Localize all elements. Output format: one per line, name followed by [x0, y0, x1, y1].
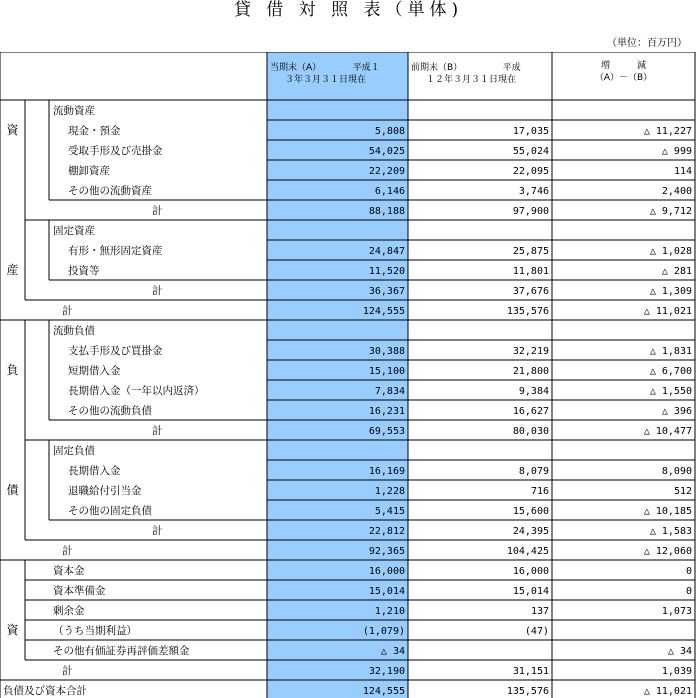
previous-value: 24,395	[512, 526, 549, 537]
previous-value: 3,746	[518, 186, 549, 197]
row-label: 長期借入金（一年以内返済）	[68, 385, 205, 397]
previous-value: 21,800	[512, 366, 549, 377]
row-label: 支払手形及び買掛金	[68, 345, 163, 357]
change-value: △ 281	[661, 266, 692, 277]
current-value: 36,367	[368, 286, 405, 297]
current-value: 32,190	[368, 666, 405, 677]
change-value: △ 1,583	[649, 526, 692, 537]
header-change: （A）－（B）	[594, 73, 653, 83]
previous-value: 55,024	[512, 146, 549, 157]
current-value: 54,025	[368, 146, 405, 157]
previous-value: 135,576	[506, 306, 549, 317]
change-value: △ 6,700	[649, 366, 692, 377]
change-value: 1,073	[661, 606, 692, 617]
row-label: その他の流動負債	[68, 405, 152, 417]
row-label: 流動資産	[53, 105, 95, 117]
change-value: 1,039	[661, 666, 692, 677]
current-value: 5,415	[374, 506, 405, 517]
change-value: 8,090	[661, 466, 692, 477]
change-value: 2,400	[661, 186, 692, 197]
balance-sheet-table	[0, 52, 696, 698]
change-value: △ 11,227	[643, 126, 692, 137]
current-value: 30,388	[368, 346, 405, 357]
previous-value: 17,035	[512, 126, 549, 137]
current-value: 16,169	[368, 466, 405, 477]
current-value: 5,808	[374, 126, 405, 137]
change-value: △ 11,021	[643, 686, 692, 697]
row-label: 剰余金	[53, 605, 85, 617]
current-value: △ 34	[380, 646, 405, 657]
change-value: △ 10,185	[643, 506, 692, 517]
change-value: △ 1,831	[649, 346, 692, 357]
row-label: 長期借入金	[68, 465, 121, 477]
row-label: 受取手形及び売掛金	[68, 145, 163, 157]
row-label: 退職給付引当金	[68, 485, 142, 497]
row-label: 負債及び資本合計	[3, 685, 87, 697]
row-label: 計	[62, 305, 73, 317]
current-value: 16,000	[368, 566, 405, 577]
section-side-label: 資	[6, 123, 19, 137]
previous-value: 16,627	[512, 406, 549, 417]
row-label: 計	[152, 425, 163, 437]
header-change: 増 減	[600, 61, 647, 71]
change-value: △ 396	[661, 406, 692, 417]
row-label: その他の流動資産	[68, 185, 152, 197]
previous-value: 22,095	[512, 166, 549, 177]
current-value: 1,210	[374, 606, 405, 617]
section-side-label: 負	[6, 363, 19, 377]
previous-value: 716	[530, 486, 549, 497]
row-label: 資本金	[53, 565, 85, 577]
row-label: 現金・預金	[68, 125, 121, 137]
page-title: 貸 借 対 照 表（単体)	[233, 0, 464, 20]
current-value: 1,228	[374, 486, 405, 497]
current-value: 16,231	[368, 406, 405, 417]
change-value: △ 9,712	[649, 206, 692, 217]
previous-value: 8,079	[518, 466, 549, 477]
change-value: △ 999	[661, 146, 692, 157]
change-value: 512	[673, 486, 692, 497]
previous-value: 104,425	[506, 546, 549, 557]
row-label: 計	[152, 285, 163, 297]
current-value: 22,209	[368, 166, 405, 177]
row-label: 流動負債	[53, 325, 95, 337]
row-label: 計	[152, 205, 163, 217]
current-value: 15,100	[368, 366, 405, 377]
section-side-label: 債	[6, 483, 19, 497]
unit-label: （単位：百万円）	[607, 38, 687, 49]
current-value: 6,146	[374, 186, 405, 197]
previous-value: 37,676	[512, 286, 549, 297]
change-value: △ 11,021	[643, 306, 692, 317]
change-value: △ 1,550	[649, 386, 692, 397]
change-value: △ 10,477	[643, 426, 692, 437]
header-current: 当期末（A） 平成１	[270, 63, 380, 73]
change-value: △ 1,028	[649, 246, 692, 257]
previous-value: 32,219	[512, 346, 549, 357]
previous-value: 25,875	[512, 246, 549, 257]
previous-value: 11,801	[512, 266, 549, 277]
current-value: 88,188	[368, 206, 405, 217]
previous-value: 16,000	[512, 566, 549, 577]
row-label: 投資等	[68, 265, 100, 277]
previous-value: 80,030	[512, 426, 549, 437]
current-value: 92,365	[368, 546, 405, 557]
row-label: その他有価証券再評価差額金	[53, 645, 190, 657]
change-value: 0	[685, 566, 692, 577]
row-label: 計	[152, 525, 163, 537]
row-label: 短期借入金	[68, 365, 121, 377]
header-previous: １２年３月３１日現在	[426, 75, 517, 85]
current-value: 22,812	[368, 526, 405, 537]
current-value: 124,555	[362, 306, 405, 317]
change-value: 0	[685, 586, 692, 597]
change-value: △ 34	[667, 646, 692, 657]
current-value: (1,079)	[362, 626, 405, 637]
header-previous: 前期末（B） 平成	[411, 63, 521, 73]
current-value: 24,847	[368, 246, 405, 257]
row-label: 計	[62, 665, 73, 677]
section-side-label: 資	[6, 623, 19, 637]
current-value: 11,520	[368, 266, 405, 277]
row-label: 有形・無形固定資産	[68, 245, 163, 257]
row-label: 固定資産	[53, 225, 95, 237]
previous-value: 31,151	[512, 666, 549, 677]
row-label: 資本準備金	[53, 585, 106, 597]
header-current: ３年３月３１日現在	[285, 75, 367, 85]
current-value: 15,014	[368, 586, 405, 597]
previous-value: 97,900	[512, 206, 549, 217]
previous-value: 9,384	[518, 386, 549, 397]
current-value: 7,834	[374, 386, 405, 397]
row-label: 棚卸資産	[68, 165, 110, 177]
row-label: その他の固定負債	[68, 505, 152, 517]
previous-value: 137	[530, 606, 549, 617]
current-value: 124,555	[362, 686, 405, 697]
previous-value: 135,576	[506, 686, 549, 697]
previous-value: 15,600	[512, 506, 549, 517]
change-value: △ 12,060	[643, 546, 692, 557]
section-side-label: 産	[6, 263, 19, 277]
change-value: △ 1,309	[649, 286, 692, 297]
row-label: 計	[62, 545, 73, 557]
previous-value: (47)	[524, 626, 549, 637]
row-label: 固定負債	[53, 445, 95, 457]
current-value: 69,553	[368, 426, 405, 437]
previous-value: 15,014	[512, 586, 549, 597]
row-label: （うち当期利益）	[53, 625, 137, 637]
change-value: 114	[673, 166, 692, 177]
